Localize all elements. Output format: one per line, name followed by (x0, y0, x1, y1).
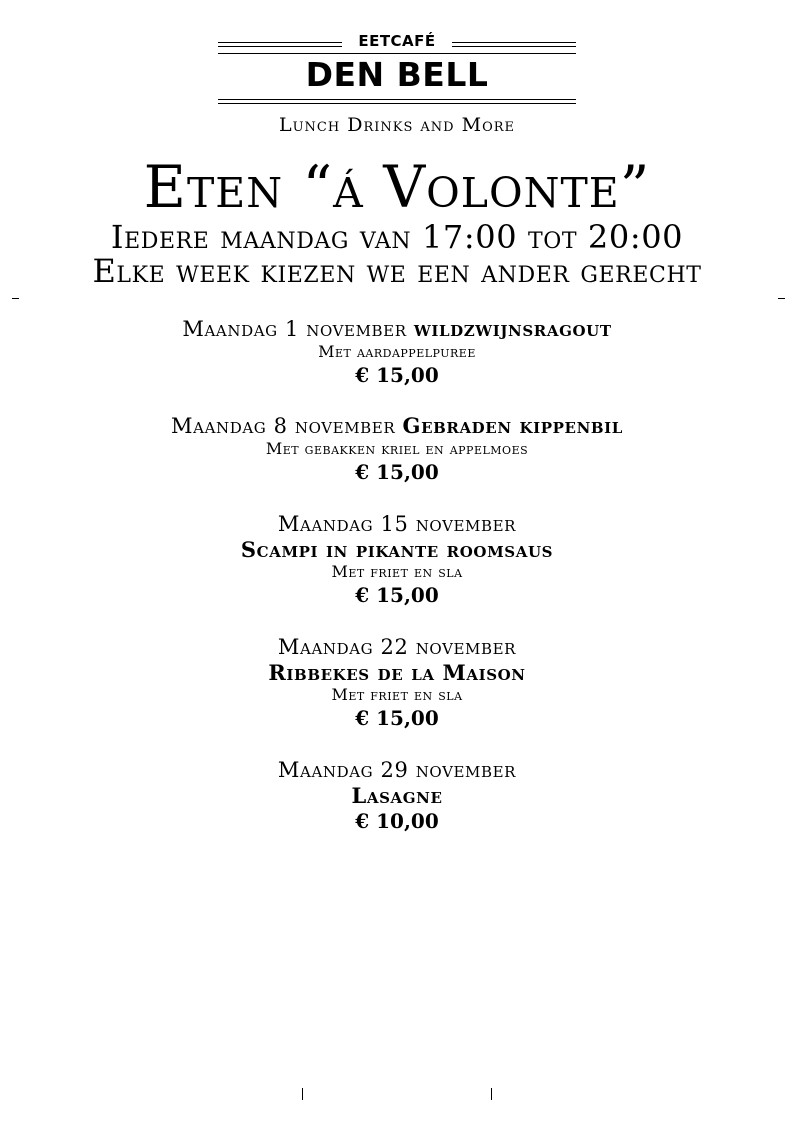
weekly-dish-line: Elke week kiezen we een ander gerecht (92, 252, 702, 290)
menu-entry-price: € 10,00 (355, 809, 439, 833)
menu-entry (0, 635, 794, 731)
menu-entry-date: Maandag 15 november (277, 512, 517, 536)
schedule-line: Iedere maandag van 17:00 tot 20:00 (110, 218, 684, 256)
menu-entry-side: Met aardappelpuree (318, 342, 476, 361)
logo-eetcafe-text: EETCAFÉ (358, 32, 436, 50)
menu-entry-side: Met friet en sla (331, 685, 463, 704)
menu-entry-heading (0, 413, 794, 439)
tagline: Lunch Drinks and More (278, 114, 516, 136)
menu-entry (0, 413, 794, 485)
menu-entry-price: € 15,00 (355, 706, 439, 730)
menu-entry-side: Met friet en sla (331, 562, 463, 581)
menu-entry (0, 316, 794, 388)
logo-rule (218, 99, 576, 100)
menu-entry-dish: Scampi in pikante roomsaus (240, 537, 554, 562)
menu-entry-date: Maandag 1 november (182, 317, 407, 341)
logo-rule (218, 103, 576, 104)
menu-entry-date: Maandag 8 november (171, 414, 396, 438)
menu-entry-dish: Gebraden kippenbil (402, 413, 623, 438)
menu-entry (0, 512, 794, 608)
menu-entry-dish: Ribbekes de la Maison (268, 660, 526, 685)
logo-name-text: DEN BELL (305, 55, 489, 94)
page-title: Eten “á Volonte” (143, 153, 651, 221)
menu-entry-date: Maandag 29 november (277, 758, 517, 782)
menu-entry-price: € 15,00 (355, 363, 439, 387)
eetcafe-logo (218, 30, 576, 110)
menu-entry-dish: Lasagne (351, 783, 443, 808)
menu-entry-price: € 15,00 (355, 583, 439, 607)
menu-list (0, 316, 794, 856)
menu-entry-dish: wildzwijnsragout (413, 316, 612, 341)
menu-entry-side: Met gebakken kriel en appelmoes (265, 439, 529, 458)
fold-mark-bottom-left (302, 1088, 303, 1100)
fold-mark-right (778, 298, 785, 299)
menu-entry (0, 758, 794, 834)
fold-mark-left (12, 298, 19, 299)
logo-rule (218, 53, 576, 54)
menu-entry-heading (0, 316, 794, 342)
fold-mark-bottom-right (491, 1088, 492, 1100)
menu-entry-price: € 15,00 (355, 460, 439, 484)
menu-entry-date: Maandag 22 november (277, 635, 517, 659)
